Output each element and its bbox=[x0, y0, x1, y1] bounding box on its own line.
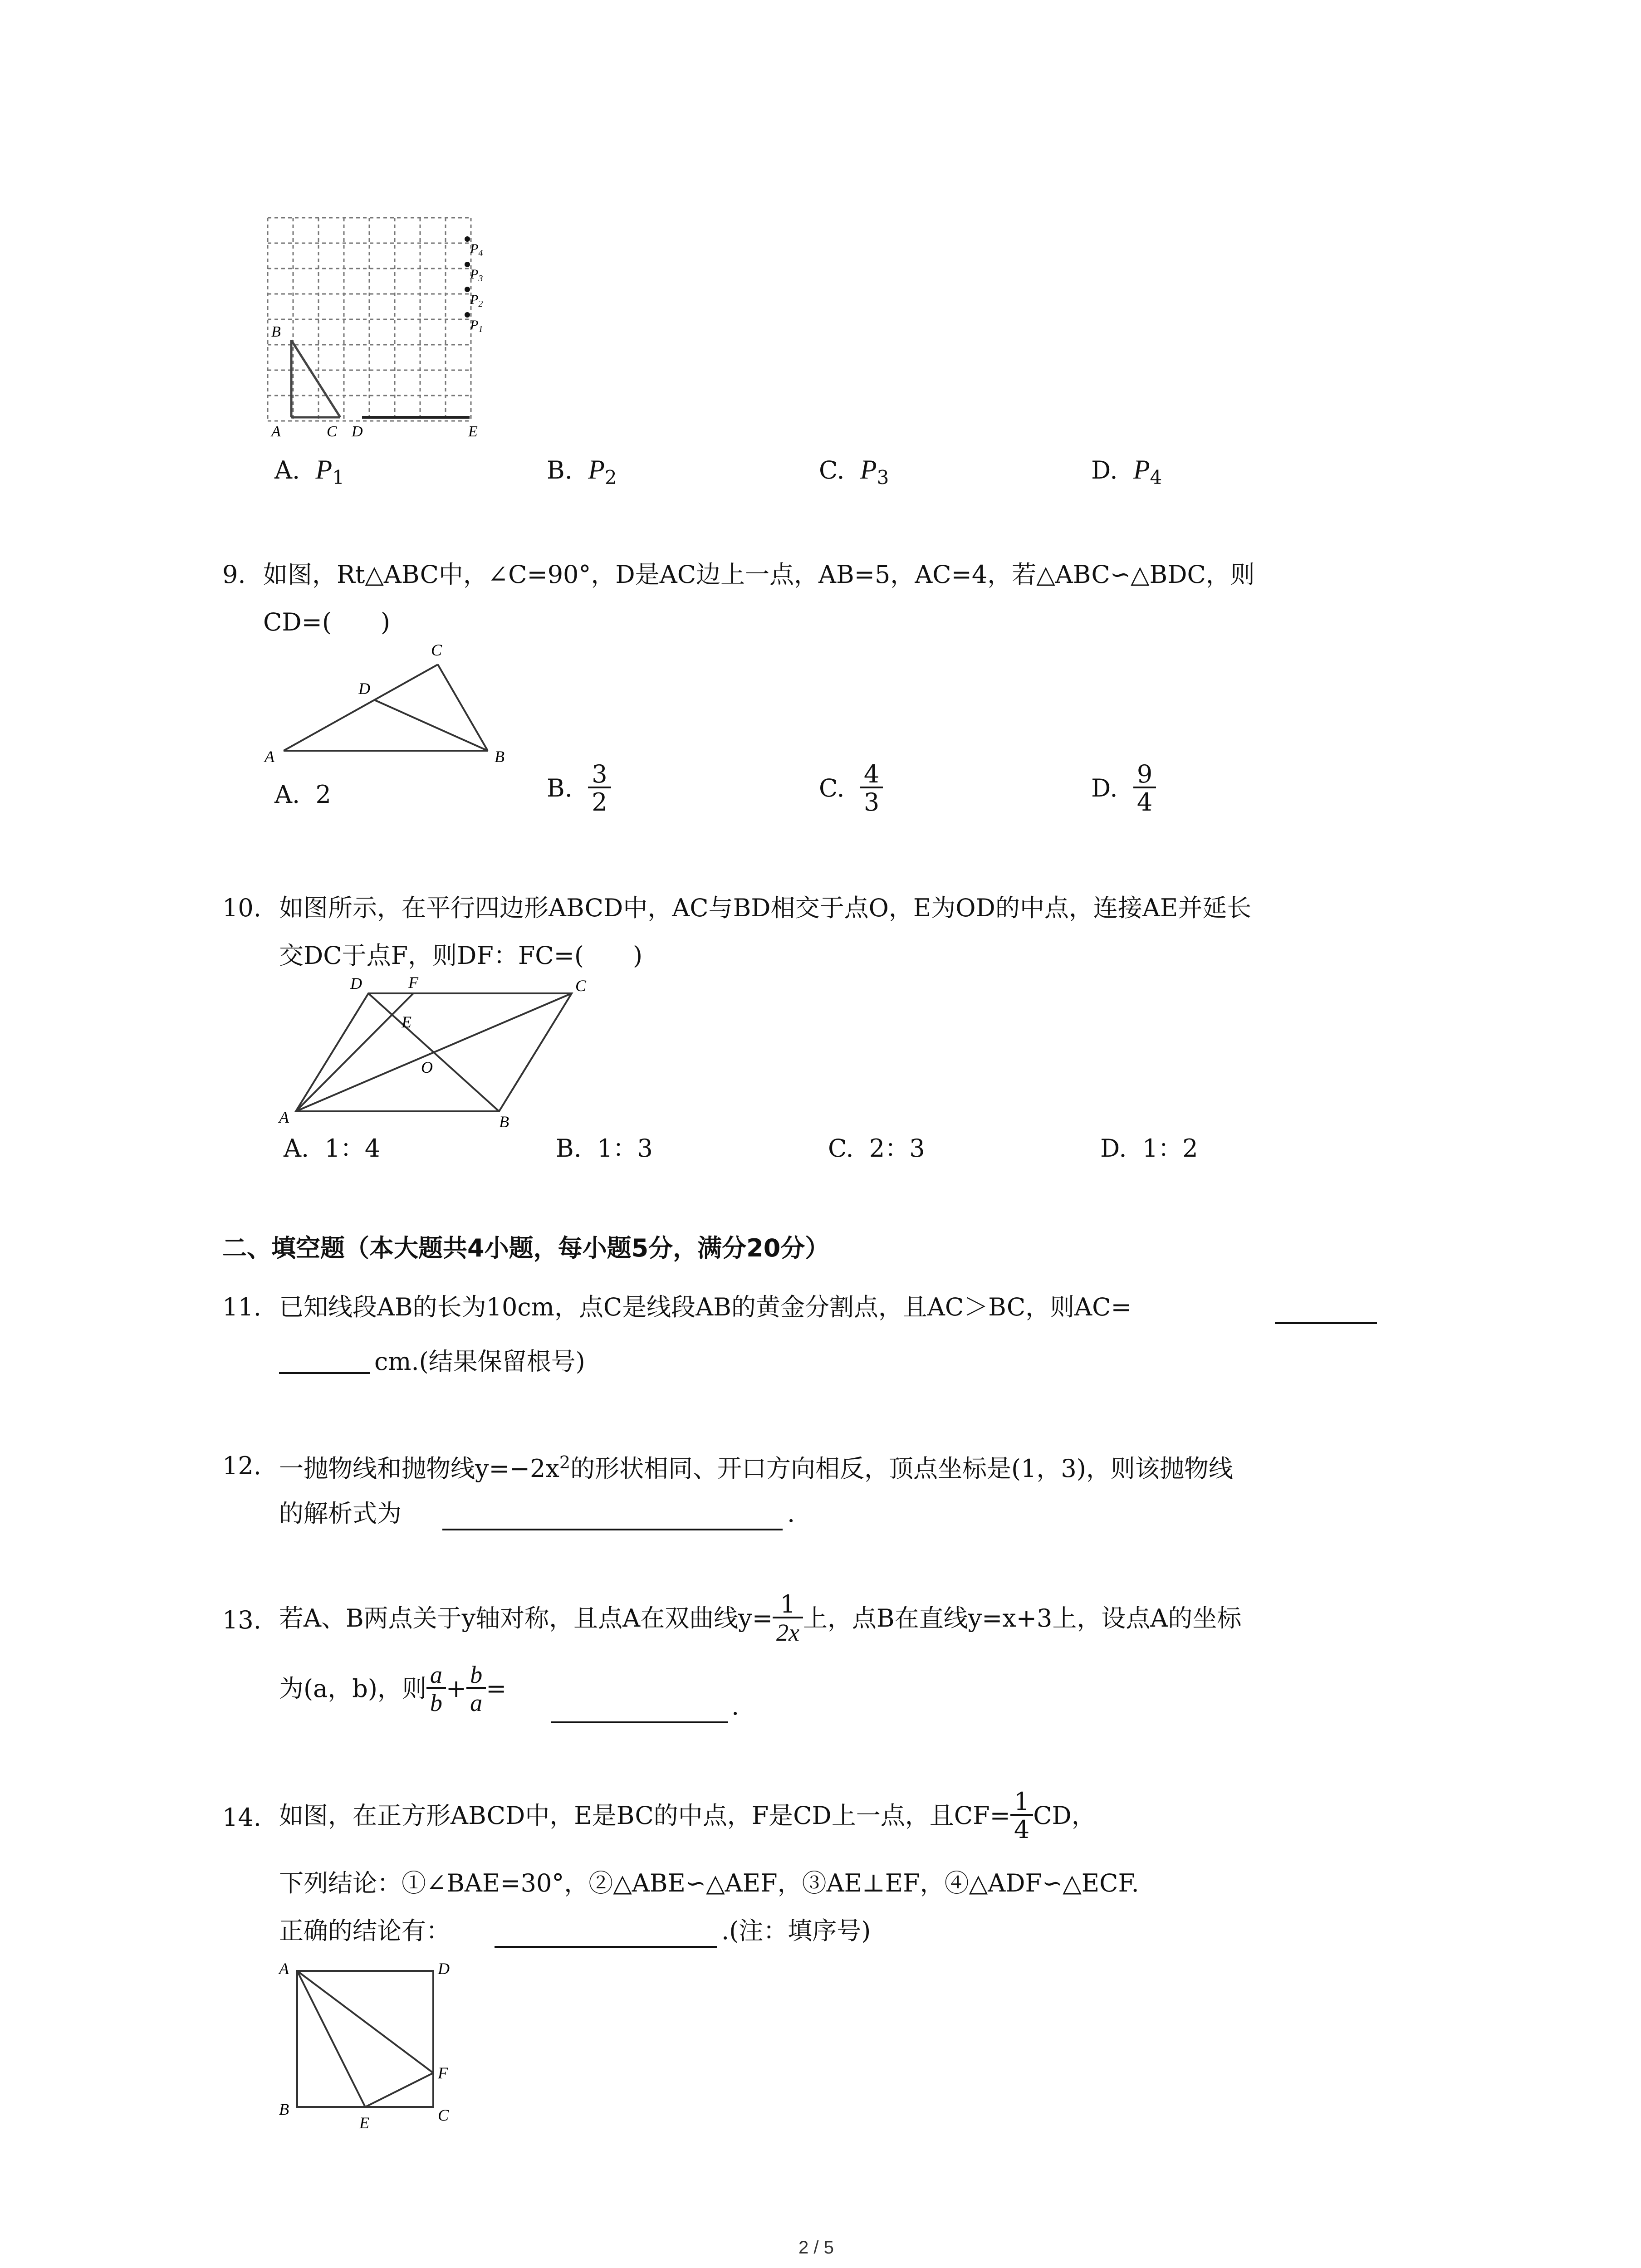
fraction: $\frac{1}{2x}$ bbox=[773, 1592, 803, 1645]
page-number: 2 / 5 bbox=[798, 2238, 834, 2258]
fraction: $\frac{a}{b}$ bbox=[426, 1662, 446, 1715]
label-a: A bbox=[279, 1960, 289, 1978]
q12-number: 12. bbox=[222, 1452, 261, 1480]
label-o: O bbox=[421, 1058, 433, 1076]
label-b: B bbox=[279, 2100, 289, 2118]
q9-option-a[interactable]: A. 2 bbox=[274, 780, 331, 809]
side-cb bbox=[438, 665, 488, 751]
label-d: D bbox=[350, 974, 362, 992]
q8-option-d[interactable]: D. $P_4$ bbox=[1091, 455, 1162, 489]
segment-af bbox=[297, 1971, 433, 2073]
diagonal-bd bbox=[368, 993, 499, 1111]
q10-option-b[interactable]: B. 1：3 bbox=[556, 1134, 653, 1163]
label-f: F bbox=[408, 973, 418, 992]
point-p3 bbox=[465, 262, 470, 267]
q9-triangle-figure bbox=[261, 637, 533, 773]
label-e: E bbox=[468, 423, 478, 440]
fraction: $\frac{3}{2}$ bbox=[588, 762, 611, 815]
grid-lines bbox=[268, 218, 471, 421]
q9-stem-line2: CD=( ) bbox=[263, 608, 390, 636]
label-a: A bbox=[265, 748, 274, 766]
segment-bc bbox=[291, 340, 340, 417]
q8-option-b[interactable]: B. $P_2$ bbox=[547, 455, 617, 489]
label-p4: $P_4$ bbox=[470, 241, 483, 258]
label-c: C bbox=[327, 423, 337, 440]
q9-option-b[interactable]: B. $\frac{3}{2}$ bbox=[547, 762, 611, 815]
q14-stem-line3b: .(注：填序号) bbox=[721, 1916, 871, 1945]
label-e: E bbox=[402, 1013, 411, 1031]
q13-end: . bbox=[731, 1692, 740, 1721]
q13-stem-line1: 若A、B两点关于y轴对称，且点A在双曲线y= $\frac{1}{2x}$ 上，点B在直线y=x+3上，设点A的坐标 bbox=[279, 1590, 1242, 1646]
segment-ef bbox=[365, 2073, 433, 2107]
q11-stem-line1: 已知线段AB的长为10cm，点C是线段AB的黄金分割点，且AC＞BC，则AC= bbox=[279, 1293, 1132, 1321]
label-p3: $P_3$ bbox=[470, 267, 483, 284]
label-b: B bbox=[495, 748, 505, 766]
q12-stem-line2: 的解析式为 bbox=[279, 1499, 402, 1528]
q14-stem-line2: 下列结论：①∠BAE=30°，②△ABE∽△AEF，③AE⊥EF，④△ADF∽△ECF. bbox=[279, 1869, 1139, 1897]
point-p4 bbox=[465, 236, 470, 242]
point-p2 bbox=[465, 287, 470, 292]
q10-option-d[interactable]: D. 1：2 bbox=[1100, 1134, 1198, 1163]
q13-number: 13. bbox=[222, 1606, 261, 1634]
fraction: $\frac{1}{4}$ bbox=[1010, 1789, 1033, 1842]
label-c: C bbox=[438, 2106, 449, 2124]
q11-number: 11. bbox=[222, 1293, 261, 1321]
q10-parallelogram-figure bbox=[272, 975, 617, 1129]
q10-stem-line1: 如图所示，在平行四边形ABCD中，AC与BD相交于点O，E为OD的中点，连接AE并延长 bbox=[279, 894, 1252, 922]
q10-number: 10. bbox=[222, 894, 261, 922]
point-p1 bbox=[465, 312, 470, 318]
fraction: $\frac{4}{3}$ bbox=[860, 762, 883, 815]
side-ac bbox=[284, 665, 438, 751]
q11-stem-line2: cm.(结果保留根号) bbox=[374, 1347, 585, 1376]
q14-square-figure bbox=[272, 1950, 463, 2132]
label-e: E bbox=[359, 2114, 369, 2132]
label-f: F bbox=[438, 2064, 448, 2082]
segment-db bbox=[374, 700, 488, 751]
q11-answer-blank-2[interactable] bbox=[279, 1372, 370, 1374]
q12-answer-blank[interactable] bbox=[442, 1529, 783, 1530]
q14-stem-line3a: 正确的结论有： bbox=[279, 1916, 451, 1945]
label-d: D bbox=[438, 1960, 450, 1978]
label-p1: $P_1$ bbox=[470, 318, 483, 334]
q13-answer-blank[interactable] bbox=[551, 1721, 728, 1723]
square-abcd bbox=[297, 1971, 433, 2107]
label-a: A bbox=[271, 423, 281, 440]
section-heading: 二、填空题（本大题共4小题，每小题5分，满分20分） bbox=[222, 1234, 830, 1262]
q8-option-c[interactable]: C. $P_3$ bbox=[819, 455, 889, 489]
label-b: B bbox=[499, 1113, 509, 1131]
fraction: $\frac{9}{4}$ bbox=[1133, 762, 1156, 815]
segment-ae bbox=[297, 1971, 365, 2107]
fraction: $\frac{b}{a}$ bbox=[466, 1662, 486, 1715]
label-d: D bbox=[358, 679, 370, 698]
q8-option-a[interactable]: A. $P_1$ bbox=[274, 455, 344, 489]
q12-end: . bbox=[787, 1499, 795, 1528]
q10-option-a[interactable]: A. 1：4 bbox=[284, 1134, 381, 1163]
label-a: A bbox=[279, 1108, 289, 1126]
segment-af bbox=[296, 993, 413, 1111]
q14-answer-blank[interactable] bbox=[495, 1946, 717, 1948]
label-c: C bbox=[575, 977, 587, 995]
q13-stem-line2: 为(a，b)，则 $\frac{a}{b}$ + $\frac{b}{a}$ = bbox=[279, 1661, 507, 1716]
q11-answer-blank-1[interactable] bbox=[1275, 1322, 1377, 1324]
q9-stem-line1: 如图，Rt△ABC中，∠C=90°，D是AC边上一点，AB=5，AC=4，若△ABC∽△BDC，则 bbox=[263, 560, 1255, 589]
q14-stem-line1: 如图，在正方形ABCD中，E是BC的中点，F是CD上一点，且CF= $\frac{1}{4}$ CD， bbox=[279, 1787, 1096, 1844]
q12-stem-line1: 一抛物线和抛物线$y=-2x^2$的形状相同、开口方向相反，顶点坐标是(1，3)，则该抛物线 bbox=[279, 1452, 1233, 1483]
q10-stem-line2: 交DC于点F，则DF：FC=( ) bbox=[279, 941, 643, 970]
label-p2: $P_2$ bbox=[470, 292, 483, 309]
label-c: C bbox=[431, 641, 442, 659]
q9-option-d[interactable]: D. $\frac{9}{4}$ bbox=[1091, 762, 1156, 815]
q14-number: 14. bbox=[222, 1803, 261, 1832]
q10-option-c[interactable]: C. 2：3 bbox=[828, 1134, 925, 1163]
label-d: D bbox=[352, 423, 363, 440]
q9-number: 9. bbox=[222, 560, 246, 589]
q8-grid-figure bbox=[263, 213, 499, 445]
q9-option-c[interactable]: C. $\frac{4}{3}$ bbox=[819, 762, 883, 815]
label-b: B bbox=[271, 323, 281, 340]
